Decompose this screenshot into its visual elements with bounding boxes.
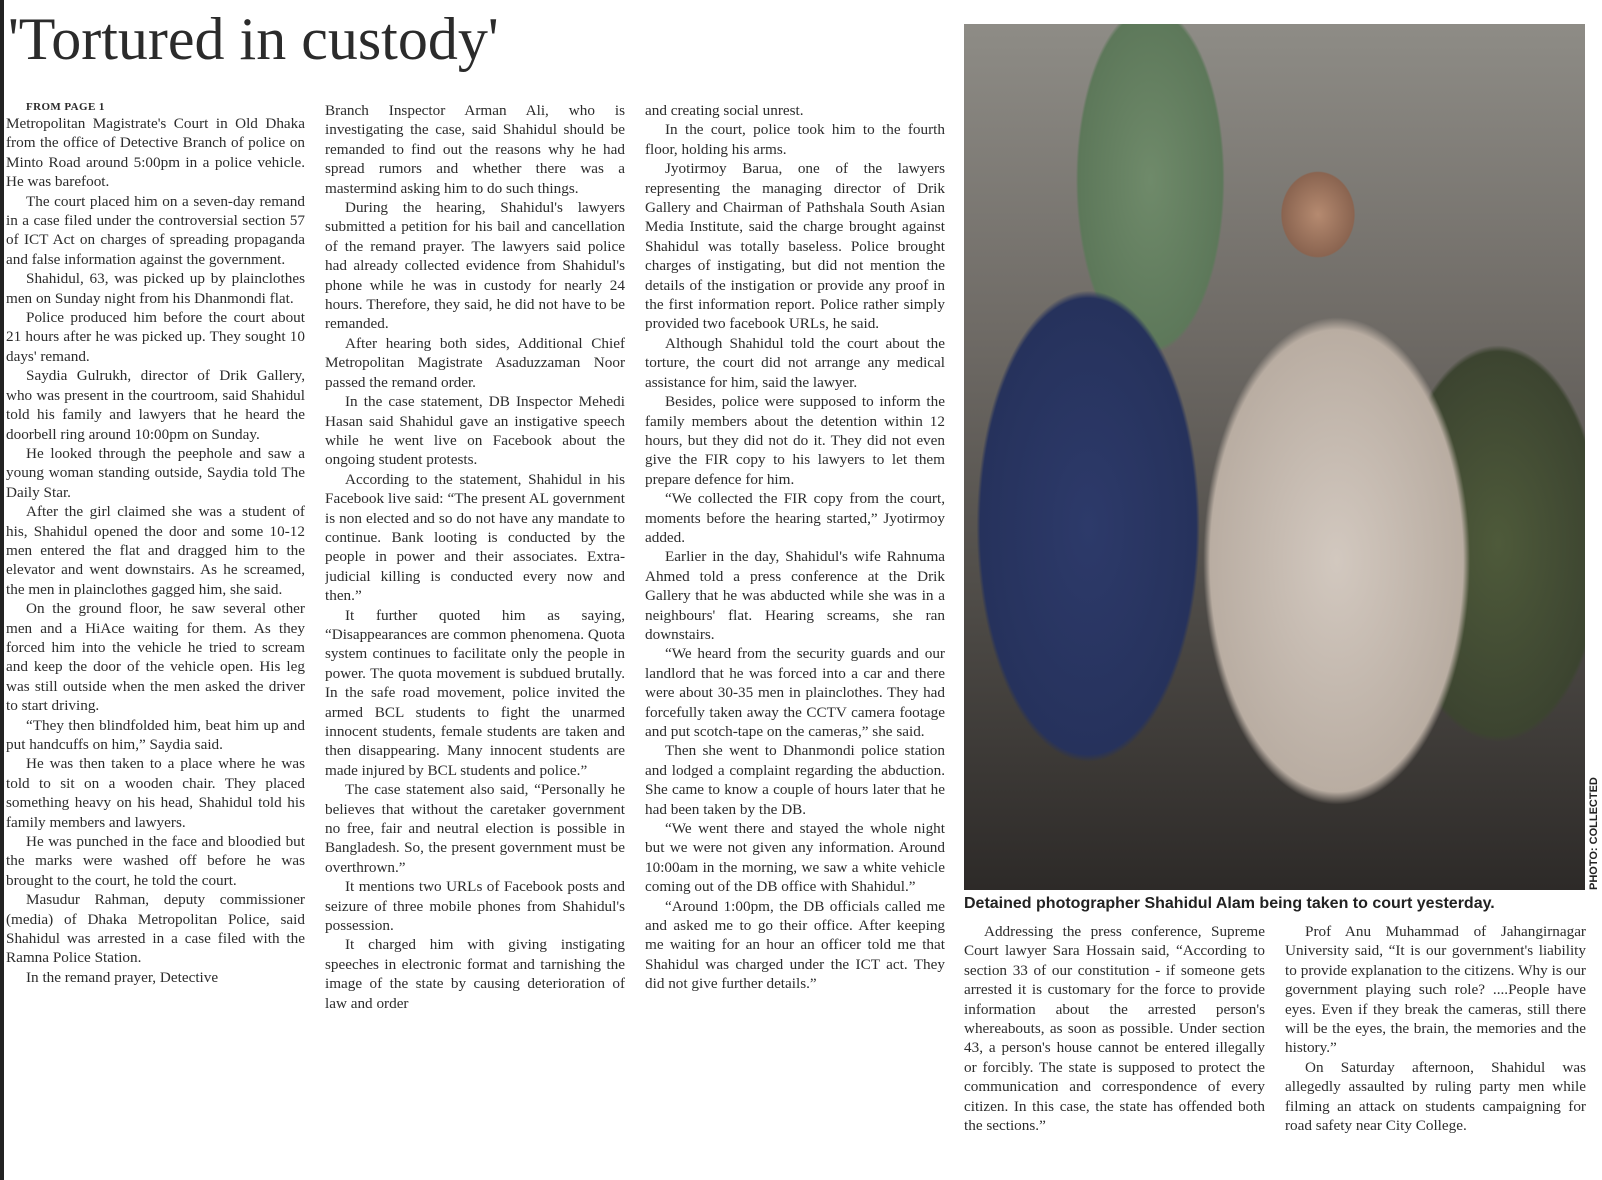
paragraph: On Saturday afternoon, Shahidul was allegedly assaulted by ruling party men while filming an attack on students campaigning for road safety near City College. bbox=[1285, 1058, 1586, 1135]
paragraph: “We heard from the security guards and our landlord that he was forced into a car and there were about 30-35 men in plainclothes. They had forcefully taken away the CCTV camera footage and put scotch-tape on the cameras,” she said. bbox=[645, 645, 945, 740]
news-photo bbox=[964, 24, 1585, 890]
paragraph: Then she went to Dhanmondi police station and lodged a complaint regarding the abduction. She came to know a couple of hours later that he had been taken by the DB. bbox=[645, 742, 945, 818]
paragraph: “We went there and stayed the whole night but we were not given any information. Around 10:00am in the morning, we saw a white vehicle coming out of the DB office with Shahidul.” bbox=[645, 820, 945, 896]
article-column-2 bbox=[325, 101, 625, 1175]
paragraph: “Around 1:00pm, the DB officials called me and asked me to go their office. After keeping me waiting for an hour an officer told me that Shahidul was charged under the ICT act. They did not give further details.” bbox=[645, 897, 945, 993]
headline: 'Tortured in custody' bbox=[8, 6, 499, 72]
paragraph: The case statement also said, “Personally he believes that without the caretaker government no free, fair and neutral election is possible in Bangladesh. So, the present government must be overthrown.” bbox=[325, 781, 625, 876]
paragraph: During the hearing, Shahidul's lawyers submitted a petition for his bail and cancellation of the remand prayer. The lawyers said police had already collected evidence from Shahidul's phone while he was in custody for nearly 24 hours. Therefore, they said, he did not have to be remanded. bbox=[325, 199, 625, 333]
paragraph: After hearing both sides, Additional Chief Metropolitan Magistrate Asaduzzaman Noor passed the remand order. bbox=[325, 334, 625, 391]
paragraph: He was punched in the face and bloodied but the marks were washed off before he was brought to the court, he told the court. bbox=[6, 833, 305, 889]
paragraph: On the ground floor, he saw several other men and a HiAce waiting for them. As they forced him into the vehicle he tried to scream and keep the door of the vehicle open. His leg was still outside when the men asked the driver to start driving. bbox=[6, 600, 305, 715]
article-column-4 bbox=[964, 922, 1265, 1175]
paragraph: “We collected the FIR copy from the court, moments before the hearing started,” Jyotirmoy added. bbox=[645, 490, 945, 546]
paragraph: In the case statement, DB Inspector Mehedi Hasan said Shahidul gave an instigative speech while he went live on Facebook about the ongoing student protests. bbox=[325, 393, 625, 469]
kicker: FROM PAGE 1 bbox=[26, 101, 105, 113]
paragraph: Besides, police were supposed to inform the family members about the detention within 12 hours, but they did not do it. They did not even give the FIR copy to his lawyers to let them prepare defence for him. bbox=[645, 393, 945, 488]
photo-credit: PHOTO: COLLECTED bbox=[1588, 777, 1600, 890]
paragraph: In the court, police took him to the fourth floor, holding his arms. bbox=[645, 121, 945, 158]
paragraph: It charged him with giving instigating speeches in electronic format and tarnishing the image of the state by causing deterioration of law and order bbox=[325, 936, 625, 1012]
paragraph: Jyotirmoy Barua, one of the lawyers representing the managing director of Drik Gallery and Chairman of Pathshala South Asian Media Institute, said the charge brought against Shahidul was totally baseless. Police brought charges of instigating, but did not mention the details of the instigation or provide any proof in the first information report. Police rather simply provided two facebook URLs, he said. bbox=[645, 160, 945, 333]
article-column-3 bbox=[645, 101, 945, 1175]
paragraph: He was then taken to a place where he was told to sit on a wooden chair. They placed something heavy on his head, Shahidul told his family members and lawyers. bbox=[6, 755, 305, 831]
paragraph: Although Shahidul told the court about the torture, the court did not arrange any medical assistance for him, said the lawyer. bbox=[645, 334, 945, 391]
paragraph: It mentions two URLs of Facebook posts and seizure of three mobile phones from Shahidul's possession. bbox=[325, 878, 625, 935]
paragraph: and creating social unrest. bbox=[645, 102, 804, 119]
paragraph: In the remand prayer, Detective bbox=[26, 968, 219, 986]
paragraph: According to the statement, Shahidul in his Facebook live said: “The present AL government is non elected and so do not have any mandate to continue. Bank looting is conducted by the people in power and their associates. Extra-judicial killing is conducted every now and then.” bbox=[325, 470, 625, 605]
paragraph: Saydia Gulrukh, director of Drik Gallery, who was present in the courtroom, said Shahidul told his family and lawyers that he heard the doorbell ring around 10:00pm on Sunday. bbox=[6, 367, 305, 443]
paragraph: The court placed him on a seven-day remand in a case filed under the controversial section 57 of ICT Act on charges of spreading propaganda and false information against the government. bbox=[6, 192, 305, 268]
article-column-5 bbox=[1285, 922, 1586, 1175]
photo-caption: Detained photographer Shahidul Alam being taken to court yesterday. bbox=[964, 895, 1495, 912]
paragraph: It further quoted him as saying, “Disappearances are common phenomena. Quota system continues to facilitate only the people in power. The quota movement is subdued brutally. In the safe road movement, police invited the armed BCL students to fight the unarmed innocent students, female students are taken and then disappearing. Many innocent students are made injured by BCL students and police.” bbox=[325, 606, 625, 779]
paragraph: Addressing the press conference, Supreme Court lawyer Sara Hossain said, “According to section 33 of our constitution - if someone gets arrested it is customary for the force to provide information about the arrested person's whereabouts, as soon as possible. Under section 43, a person's house cannot be entered illegally or forcibly. The state is supposed to protect the communication and correspondence of every citizen. In this case, the state has offended both the sections.” bbox=[964, 923, 1265, 1135]
paragraph: Earlier in the day, Shahidul's wife Rahnuma Ahmed told a press conference at the Drik Gallery that he was abducted while she was in a neighbours' flat. Hearing screams, she ran downstairs. bbox=[645, 548, 945, 643]
article-column-1 bbox=[6, 101, 305, 1175]
paragraph: Shahidul, 63, was picked up by plainclothes men on Sunday night from his Dhanmondi flat. bbox=[6, 270, 305, 307]
paragraph: Police produced him before the court about 21 hours after he was picked up. They sought 10 days' remand. bbox=[6, 309, 305, 365]
paragraph: After the girl claimed she was a student of his, Shahidul opened the door and some 10-12 men entered the flat and dragged him to the elevator and went downstairs. As he screamed, the men in plainclothes gagged him, she said. bbox=[6, 503, 305, 598]
paragraph: “They then blindfolded him, beat him up and put handcuffs on him,” Saydia said. bbox=[6, 716, 305, 753]
paragraph: He looked through the peephole and saw a young woman standing outside, Saydia told The Daily Star. bbox=[6, 444, 305, 501]
photo-credit-wrap bbox=[1588, 760, 1602, 890]
paragraph: Metropolitan Magistrate's Court in Old Dhaka from the office of Detective Branch of police on Minto Road around 5:00pm in a police vehicle. He was barefoot. bbox=[6, 115, 305, 191]
paragraph: Masudur Rahman, deputy commissioner (media) of Dhaka Metropolitan Police, said Shahidul was arrested in a case filed with the Ramna Police Station. bbox=[6, 891, 305, 967]
page-edge-rule bbox=[0, 0, 4, 1180]
paragraph: Prof Anu Muhammad of Jahangirnagar University said, “It is our government's liability to provide explanation to the citizens. Why is our government playing such role? ....People have eyes. Even if they break the cameras, still there will be the eyes, the brain, the memories and the history.” bbox=[1285, 923, 1586, 1057]
paragraph: Branch Inspector Arman Ali, who is investigating the case, said Shahidul should be remanded to find out the reasons why he had spread rumors and whether there was a mastermind asking him to do such things. bbox=[325, 102, 625, 197]
